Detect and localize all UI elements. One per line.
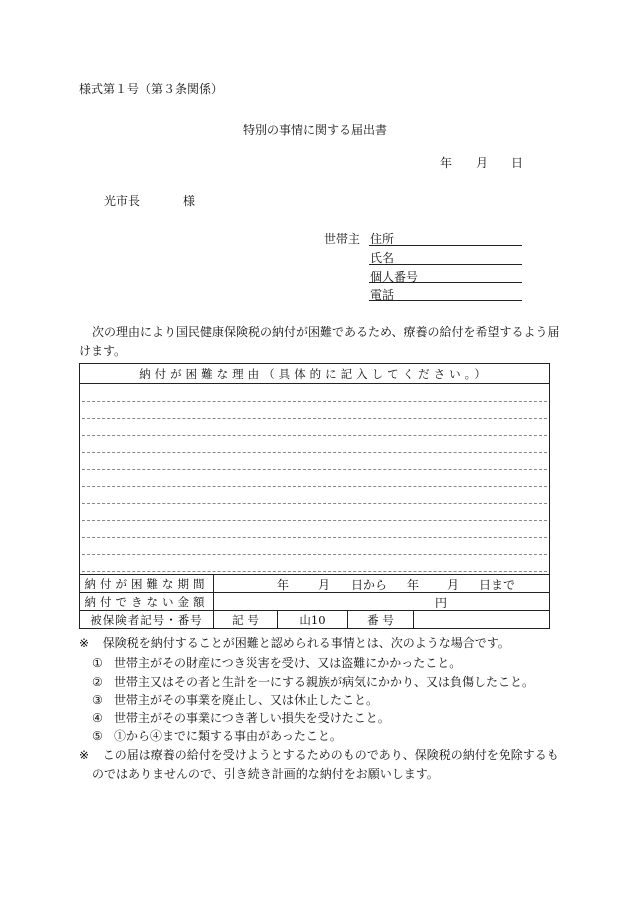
- date-year: 年: [440, 156, 453, 170]
- mynumber-underline: [369, 282, 522, 283]
- document-title: 特別の事情に関する届出書: [242, 123, 387, 137]
- note-1-text: 保険税を納付することが困難と認められる事情とは、次のような場合です。: [102, 636, 510, 650]
- householder-phone-label: 電話: [370, 288, 395, 302]
- amount-label: 納付できない金額: [84, 594, 209, 609]
- insured-number-label: 番 号: [367, 612, 394, 627]
- date-month: 月: [476, 156, 489, 170]
- period-to-day: 日まで: [479, 578, 516, 592]
- note-item: ④ 世帯主がその事業につき著しい損失を受けたこと。: [92, 711, 390, 725]
- reason-header: 納付が困難な理由（具体的に記入してください。）: [139, 366, 490, 381]
- householder-mynumber-label: 個人番号: [370, 270, 419, 284]
- period-label: 納付が困難な期間: [84, 576, 209, 591]
- reason-table: [79, 363, 550, 629]
- phone-underline: [369, 300, 522, 301]
- note-2-text-line1: この届は療養の給付を受けようとするためのものであり、保険税の納付を免除するも: [102, 748, 559, 762]
- amount-unit: 円: [435, 596, 448, 610]
- form-number: 様式第１号（第３条関係）: [79, 82, 224, 96]
- note-item: ⑤ ①から④までに類する事由があったこと。: [92, 729, 342, 743]
- period-field[interactable]: [214, 575, 549, 592]
- period-from-year: 年: [277, 578, 290, 592]
- insured-label: 被保険者記号・番号: [90, 612, 203, 627]
- insured-symbol-label: 記 号: [232, 612, 259, 627]
- period-from-month: 月: [318, 578, 331, 592]
- householder-name-label: 氏名: [370, 251, 395, 265]
- note-2-text-line2: のではありませんので、引き続き計画的な納付をお願いします。: [92, 767, 439, 781]
- reason-writing-area[interactable]: [80, 384, 549, 576]
- insured-number-value[interactable]: [414, 611, 549, 628]
- period-from-day: 日から: [351, 578, 388, 592]
- period-to-year: 年: [407, 578, 420, 592]
- note-1: [79, 634, 510, 651]
- period-to-month: 月: [447, 578, 460, 592]
- note-item: ① 世帯主がその財産につき災害を受け、又は盗難にかかったこと。: [92, 656, 462, 670]
- householder-address-label: 住所: [370, 232, 395, 246]
- note-2: [79, 746, 559, 763]
- intro-line-2: けます。: [79, 344, 127, 358]
- intro-line-1: 次の理由により国民健康保険税の納付が困難であるため、療養の給付を希望するよう届: [92, 325, 560, 339]
- insured-symbol-value[interactable]: 山10: [299, 612, 326, 627]
- address-underline: [369, 245, 522, 246]
- addressee-honorific: 様: [183, 194, 196, 208]
- note-item: ③ 世帯主がその事業を廃止し、又は休止したこと。: [92, 693, 379, 707]
- note-2-mark: ※: [79, 748, 90, 762]
- name-underline: [369, 264, 522, 265]
- householder-label: 世帯主: [324, 232, 361, 246]
- amount-field[interactable]: [214, 593, 549, 610]
- note-item: ② 世帯主又はその者と生計を一にする親族が病気にかかり、又は負傷したこと。: [92, 675, 535, 689]
- addressee-name: 光市長: [104, 194, 141, 208]
- date-day: 日: [511, 156, 524, 170]
- note-1-mark: ※: [79, 636, 90, 650]
